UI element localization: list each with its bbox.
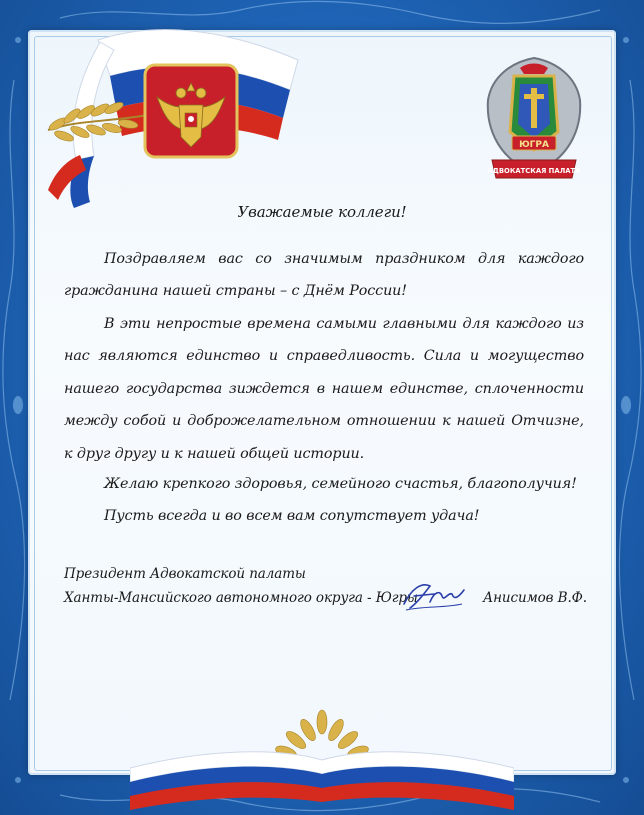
paragraph-congratulation: Поздравляем вас со значимым праздником для каждого гражданина нашей страны – с Днём России!: [64, 251, 584, 300]
signature-title-line-2: Ханты-Мансийского автономного округа - Югры: [64, 590, 418, 606]
russian-flag-ribbon-bottom-icon: [130, 708, 514, 815]
bar-association-badge-icon: [484, 54, 584, 186]
salutation: Уважаемые коллеги!: [237, 203, 407, 221]
paragraph-values: В эти непростые времена самыми главными для каждого из нас являются единство и справедливость. Сила и могущество нашего государства зиждется в нашем единстве, сплоченности между собой и доброжелательном отношении к нашей Отчизне, к друг другу и к нашей общей истории.: [64, 316, 584, 462]
laurel-branch-icon: [274, 710, 370, 760]
paragraph-wishes: Желаю крепкого здоровья, семейного счастья, благополучия!: [104, 476, 577, 492]
badge-ribbon-text: АДВОКАТСКАЯ ПАЛАТА: [487, 167, 581, 175]
signer-name: Анисимов В.Ф.: [483, 590, 587, 606]
russian-coat-of-arms-icon: [143, 63, 239, 159]
paragraph-luck: Пусть всегда и во всем вам сопутствует удача!: [104, 508, 480, 524]
handwritten-signature: [400, 578, 468, 614]
signature-title-line-1: Президент Адвокатской палаты: [64, 566, 306, 582]
badge-top-text: ЮГРА: [519, 140, 549, 150]
